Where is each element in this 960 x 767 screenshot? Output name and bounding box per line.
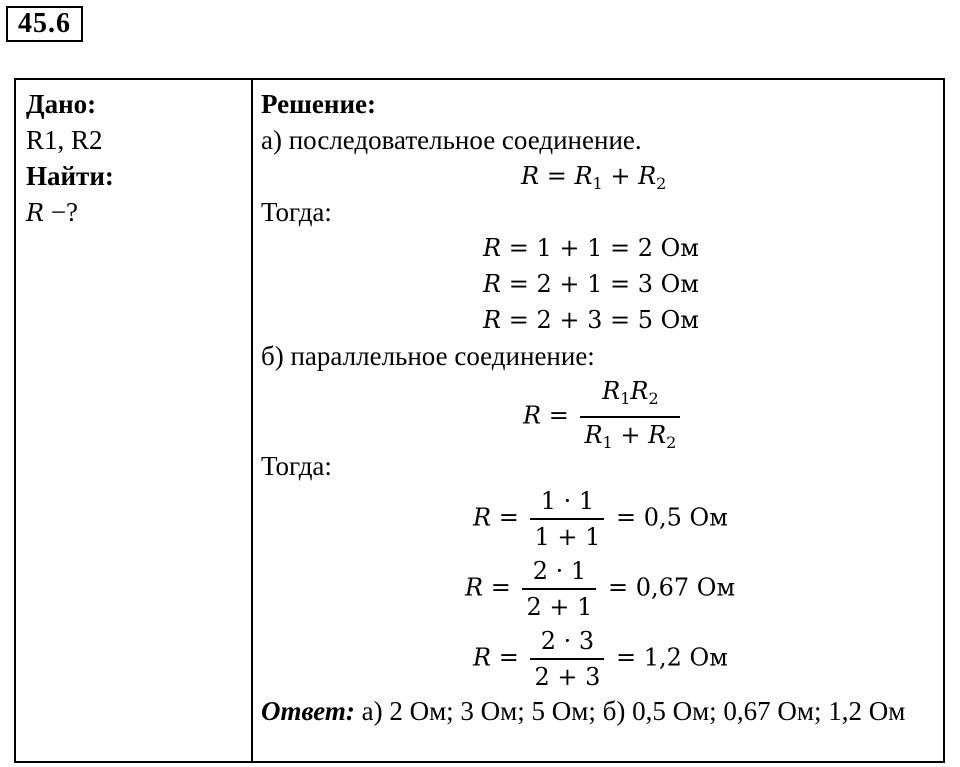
formula-r1: R: [574, 162, 593, 190]
given-heading: Дано:: [26, 89, 97, 119]
fraction-numerator: 2 · 3: [530, 624, 604, 660]
formula-lhs: R: [521, 162, 540, 190]
part-b-title: б) параллельное соединение:: [261, 341, 595, 371]
fraction-numerator: 1 · 1: [530, 484, 604, 520]
formula-r1-sub: 1: [592, 174, 603, 193]
result-var: R: [473, 643, 492, 672]
find-question: −?: [44, 197, 79, 227]
then-label-b: Тогда:: [261, 451, 332, 481]
result-value: = 0,5 Ом: [616, 503, 728, 532]
result-fraction: [530, 624, 604, 694]
problem-number: 45.6: [6, 6, 83, 42]
series-formula: $R = R_1 + R_2$: [521, 162, 667, 193]
formula-fraction: $\frac{R_1R_2}{R_1 + R_2}$: [580, 374, 680, 460]
result-expr: = 1 + 1 = 2 Ом: [508, 234, 699, 262]
series-result-3: [261, 302, 931, 338]
result-expr: = 2 + 1 = 3 Ом: [508, 270, 699, 298]
find-heading: Найти:: [26, 161, 114, 191]
parallel-result-1: R = $\frac{1 \cdot 1}{1 + 1}$ = 0,5 Ом: [261, 484, 931, 554]
num-r2: R: [630, 377, 649, 405]
formula-r2: R: [638, 162, 657, 190]
solution-heading: Решение:: [261, 89, 376, 119]
parallel-result-2: R = $\frac{2 \cdot 1}{2 + 1}$ = 0,67 Ом: [261, 554, 931, 624]
answer: [261, 694, 921, 728]
fraction-denominator: 2 + 3: [534, 663, 601, 691]
solution-table: [14, 78, 945, 763]
formula-r2-sub: 2: [656, 174, 667, 193]
given-column: [26, 86, 241, 230]
given-values: R1, R2: [26, 125, 103, 155]
solution-column: [261, 86, 931, 728]
fraction-denominator: 2 + 1: [526, 593, 593, 621]
result-var: R: [483, 306, 502, 334]
answer-text: а) 2 Ом; 3 Ом; 5 Ом; б) 0,5 Ом; 0,67 Ом; 1,2 Ом: [354, 696, 906, 726]
part-a-title: а) последовательное соединение.: [261, 125, 642, 155]
den-r2-sub: 2: [666, 433, 677, 452]
then-label-a: Тогда:: [261, 197, 332, 227]
fraction-denominator: 1 + 1: [534, 523, 601, 551]
fraction-numerator: 2 · 1: [522, 554, 596, 590]
find-variable: R: [26, 199, 45, 227]
num-r1-sub: 1: [620, 389, 631, 408]
result-value: = 0,67 Ом: [608, 573, 736, 602]
find-value: [26, 194, 241, 230]
formula-lhs: R: [523, 401, 542, 430]
column-divider: [251, 80, 253, 761]
num-r2-sub: 2: [648, 389, 659, 408]
result-var: R: [465, 573, 484, 602]
den-r2: R: [648, 421, 667, 449]
parallel-result-3: R = $\frac{2 \cdot 3}{2 + 3}$ = 1,2 Ом: [261, 624, 931, 694]
result-var: R: [473, 503, 492, 532]
result-value: = 1,2 Ом: [616, 643, 728, 672]
den-r1-sub: 1: [602, 433, 613, 452]
num-r1: R: [602, 377, 621, 405]
parallel-formula: R = $\frac{R_1R_2}{R_1 + R_2}$: [261, 374, 931, 448]
result-fraction: [522, 554, 596, 624]
series-result-1: [261, 230, 931, 266]
result-expr: = 2 + 3 = 5 Ом: [508, 306, 699, 334]
result-fraction: [530, 484, 604, 554]
answer-label: Ответ:: [261, 696, 355, 726]
result-var: R: [483, 234, 502, 262]
den-r1: R: [584, 421, 603, 449]
result-var: R: [483, 270, 502, 298]
series-result-2: [261, 266, 931, 302]
